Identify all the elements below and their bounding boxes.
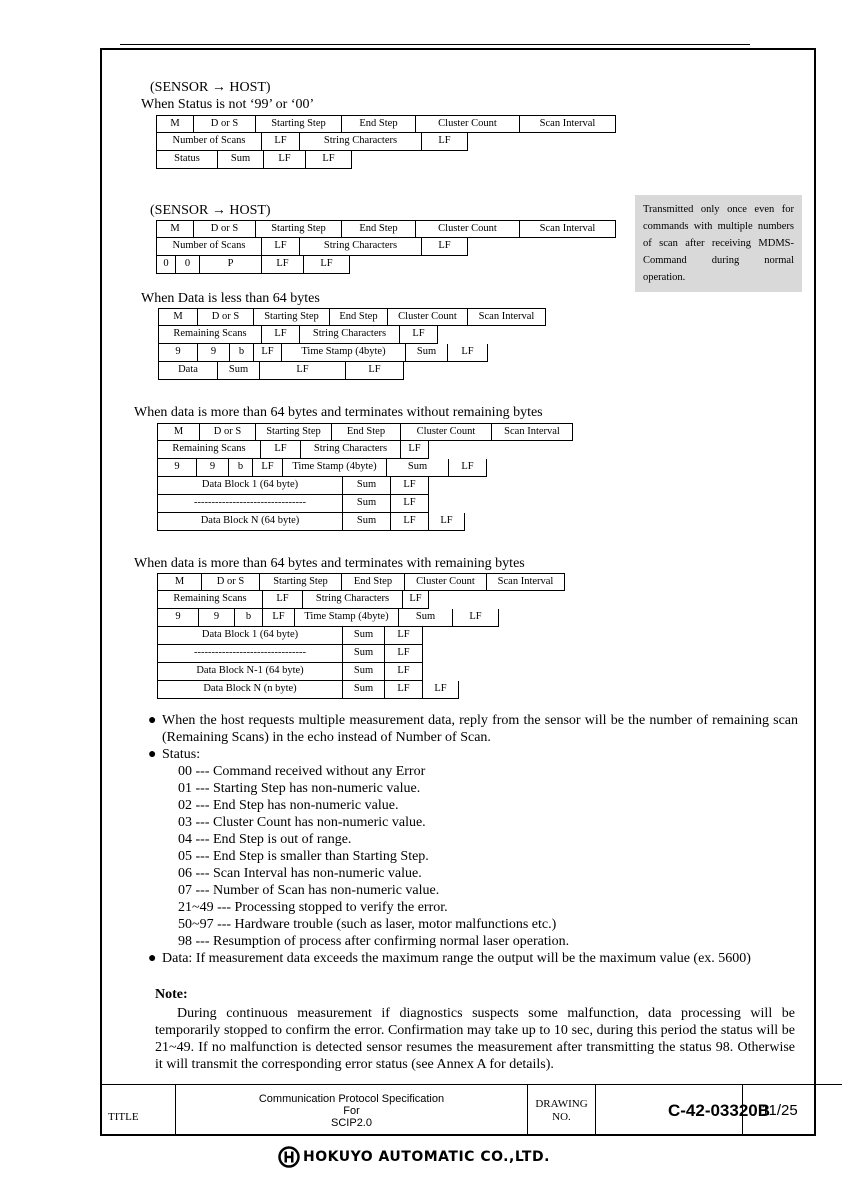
title-label: TITLE (100, 1084, 175, 1136)
doc-title-line1: Communication Protocol Specification (258, 1092, 445, 1105)
cell: LF (453, 609, 499, 627)
cell: End Step (332, 423, 401, 441)
cell: M (156, 220, 194, 238)
cell: 0 (176, 256, 200, 274)
status-line: 21~49 --- Processing stopped to verify the error. (178, 900, 448, 915)
cell: Sum (343, 627, 385, 645)
cell: LF (422, 133, 468, 151)
cell: D or S (202, 573, 260, 591)
cell: Starting Step (256, 220, 342, 238)
cell: LF (264, 151, 306, 169)
cell: Time Stamp (4byte) (283, 459, 387, 477)
cell: M (157, 423, 200, 441)
status-line: 05 --- End Step is smaller than Starting Step. (178, 849, 429, 864)
bullet-icon: ● (148, 951, 157, 966)
cell: M (156, 115, 194, 133)
table-1 (156, 115, 616, 169)
cell: 9 (157, 459, 197, 477)
table-3 (158, 308, 546, 380)
cell: Data Block 1 (64 byte) (157, 477, 343, 495)
table-row (157, 459, 573, 477)
doc-title-line2: For (343, 1104, 360, 1117)
cell: Sum (343, 681, 385, 699)
cell: Cluster Count (405, 573, 487, 591)
cell: Sum (218, 151, 264, 169)
table-row (157, 609, 565, 627)
cell: D or S (198, 308, 254, 326)
table-row (158, 344, 546, 362)
cell: Sum (387, 459, 449, 477)
table-row (157, 591, 565, 609)
cell: Cluster Count (401, 423, 492, 441)
cell: D or S (194, 115, 256, 133)
cell: Scan Interval (492, 423, 573, 441)
cell: b (229, 459, 253, 477)
cell: LF (263, 609, 295, 627)
cell: LF (254, 344, 282, 362)
cell: LF (385, 681, 423, 699)
company-name: HOKUYO AUTOMATIC CO.,LTD. (303, 1149, 550, 1165)
cell: Sum (218, 362, 260, 380)
status-line: 06 --- Scan Interval has non-numeric value. (178, 866, 422, 881)
cell: LF (449, 459, 487, 477)
cell: Sum (343, 645, 385, 663)
cell: LF (401, 441, 429, 459)
cell: M (158, 308, 198, 326)
table-row (157, 663, 565, 681)
table-row (157, 627, 565, 645)
note-section (155, 986, 795, 1073)
cell: Sum (399, 609, 453, 627)
drawing-label (527, 1084, 595, 1136)
cell: Number of Scans (156, 238, 262, 256)
top-rule (120, 44, 750, 45)
table-row (157, 441, 573, 459)
heading-status-not: When Status is not ‘99’ or ‘00’ (141, 97, 315, 112)
cell: Sum (343, 477, 391, 495)
cell: Sum (343, 495, 391, 513)
status-line: 02 --- End Step has non-numeric value. (178, 798, 399, 813)
cell: 0 (156, 256, 176, 274)
cell: D or S (200, 423, 256, 441)
company-logo (278, 1144, 550, 1170)
cell: Sum (406, 344, 448, 362)
drawing-number: C-42-03320B (595, 1084, 842, 1136)
cell: Sum (343, 663, 385, 681)
cell: LF (400, 326, 438, 344)
cell: Status (156, 151, 218, 169)
cell: Data Block N (64 byte) (157, 513, 343, 531)
cell: -------------------------------- (157, 495, 343, 513)
title-block (100, 1084, 816, 1136)
cell: Sum (343, 513, 391, 531)
heading-more-64-without: When data is more than 64 bytes and terminates without remaining bytes (134, 405, 543, 420)
cell: D or S (194, 220, 256, 238)
cell: LF (391, 513, 429, 531)
cell: End Step (330, 308, 388, 326)
drawing-label-line2: NO. (552, 1110, 571, 1123)
bullet-text: Data: If measurement data exceeds the maximum range the output will be the maximum value (ex. 5600) (162, 951, 751, 966)
bullet-text: When the host requests multiple measurement data, reply from the sensor will be the number of remaining scan (Remaining Scans) in the echo instead of Number of Scan. (162, 713, 798, 745)
table-5 (157, 573, 565, 699)
heading-more-64-with: When data is more than 64 bytes and terminates with remaining bytes (134, 556, 525, 571)
bullet-item (148, 712, 798, 746)
table-2 (156, 220, 616, 274)
cell: Remaining Scans (157, 591, 263, 609)
table-row (156, 115, 616, 133)
cell: Data Block 1 (64 byte) (157, 627, 343, 645)
status-line: 00 --- Command received without any Error (178, 764, 426, 779)
cell: LF (385, 663, 423, 681)
table-row (158, 308, 546, 326)
table-row (156, 151, 616, 169)
cell: LF (253, 459, 283, 477)
cell: 9 (158, 344, 198, 362)
cell: LF (262, 326, 300, 344)
table-row (156, 220, 616, 238)
cell: End Step (342, 115, 416, 133)
cell: -------------------------------- (157, 645, 343, 663)
cell: Starting Step (254, 308, 330, 326)
table-row (156, 133, 616, 151)
note-text: During continuous measurement if diagnostics suspects some malfunction, data processing will be temporarily stopped to confirm the error. Confirmation may take up to 10 sec, during this period the status will be 21~49. If no malfunction is detected sensor resumes the measurement after transmitting the status 98. Otherwise it will transmit the corresponding error status (see Annex A for details). (155, 1006, 795, 1072)
cell: Data Block N-1 (64 byte) (157, 663, 343, 681)
table-row (157, 681, 565, 699)
cell: Time Stamp (4byte) (295, 609, 399, 627)
cell: M (157, 573, 202, 591)
cell: Time Stamp (4byte) (282, 344, 406, 362)
table-row (156, 256, 616, 274)
cell: LF (262, 133, 300, 151)
cell: 9 (199, 609, 235, 627)
cell: Starting Step (256, 423, 332, 441)
cell: Cluster Count (388, 308, 468, 326)
bullet-icon: ● (148, 747, 157, 762)
cell: String Characters (300, 133, 422, 151)
bullet-text: Status: (162, 747, 201, 762)
bullet-icon: ● (148, 713, 157, 728)
table-row (158, 326, 546, 344)
cell: LF (263, 591, 303, 609)
cell: String Characters (303, 591, 403, 609)
cell: LF (306, 151, 352, 169)
cell: Cluster Count (416, 115, 520, 133)
status-line: 98 --- Resumption of process after confirming normal laser operation. (178, 934, 570, 949)
cell: LF (391, 477, 429, 495)
cell: b (230, 344, 254, 362)
table-4 (157, 423, 573, 531)
cell: LF (422, 238, 468, 256)
cell: LF (262, 256, 304, 274)
cell: Scan Interval (487, 573, 565, 591)
cell: End Step (342, 573, 405, 591)
cell: Scan Interval (468, 308, 546, 326)
cell: String Characters (300, 238, 422, 256)
cell: LF (260, 362, 346, 380)
status-line: 50~97 --- Hardware trouble (such as laser, motor malfunctions etc.) (178, 917, 557, 932)
status-list (148, 763, 798, 950)
bullet-item (148, 746, 798, 763)
table-row (157, 513, 573, 531)
table-row (157, 495, 573, 513)
cell: LF (346, 362, 404, 380)
cell: LF (262, 238, 300, 256)
note-label: Note: (155, 987, 188, 1002)
status-line: 01 --- Starting Step has non-numeric value. (178, 781, 421, 796)
side-note: Transmitted only once even for commands with multiple numbers of scan after receiving MDMS-Command during normal operation. (635, 195, 802, 292)
table-row (158, 362, 546, 380)
cell: String Characters (301, 441, 401, 459)
bullet-list (148, 712, 798, 967)
cell: Starting Step (260, 573, 342, 591)
cell: Scan Interval (520, 115, 616, 133)
cell: LF (403, 591, 429, 609)
table-row (157, 423, 573, 441)
cell: LF (391, 495, 429, 513)
cell: Starting Step (256, 115, 342, 133)
cell: Number of Scans (156, 133, 262, 151)
cell: b (235, 609, 263, 627)
heading-sensor-host-1: (SENSOR → HOST) (150, 80, 271, 95)
cell: Data (158, 362, 218, 380)
status-line: 04 --- End Step is out of range. (178, 832, 352, 847)
drawing-label-line1: DRAWING (535, 1097, 588, 1110)
bullet-item (148, 950, 798, 967)
cell: LF (385, 645, 423, 663)
heading-less-64: When Data is less than 64 bytes (141, 291, 320, 306)
status-line: 07 --- Number of Scan has non-numeric value. (178, 883, 440, 898)
cell: LF (261, 441, 301, 459)
cell: End Step (342, 220, 416, 238)
cell: 9 (197, 459, 229, 477)
table-row (157, 645, 565, 663)
cell: LF (448, 344, 488, 362)
table-row (156, 238, 616, 256)
cell: Cluster Count (416, 220, 520, 238)
page-number: 11/25 (742, 1084, 816, 1136)
cell: Remaining Scans (157, 441, 261, 459)
cell: LF (429, 513, 465, 531)
cell: 9 (198, 344, 230, 362)
cell: Data Block N (n byte) (157, 681, 343, 699)
cell: LF (423, 681, 459, 699)
table-row (157, 573, 565, 591)
cell: LF (385, 627, 423, 645)
cell: Scan Interval (520, 220, 616, 238)
heading-sensor-host-2: (SENSOR → HOST) (150, 203, 271, 218)
hokuyo-logo-icon (278, 1146, 300, 1168)
cell: Remaining Scans (158, 326, 262, 344)
cell: String Characters (300, 326, 400, 344)
cell: LF (304, 256, 350, 274)
table-row (157, 477, 573, 495)
status-line: 03 --- Cluster Count has non-numeric value. (178, 815, 426, 830)
doc-title-line3: SCIP2.0 (331, 1116, 372, 1129)
cell: P (200, 256, 262, 274)
cell: 9 (157, 609, 199, 627)
doc-title (175, 1084, 527, 1136)
